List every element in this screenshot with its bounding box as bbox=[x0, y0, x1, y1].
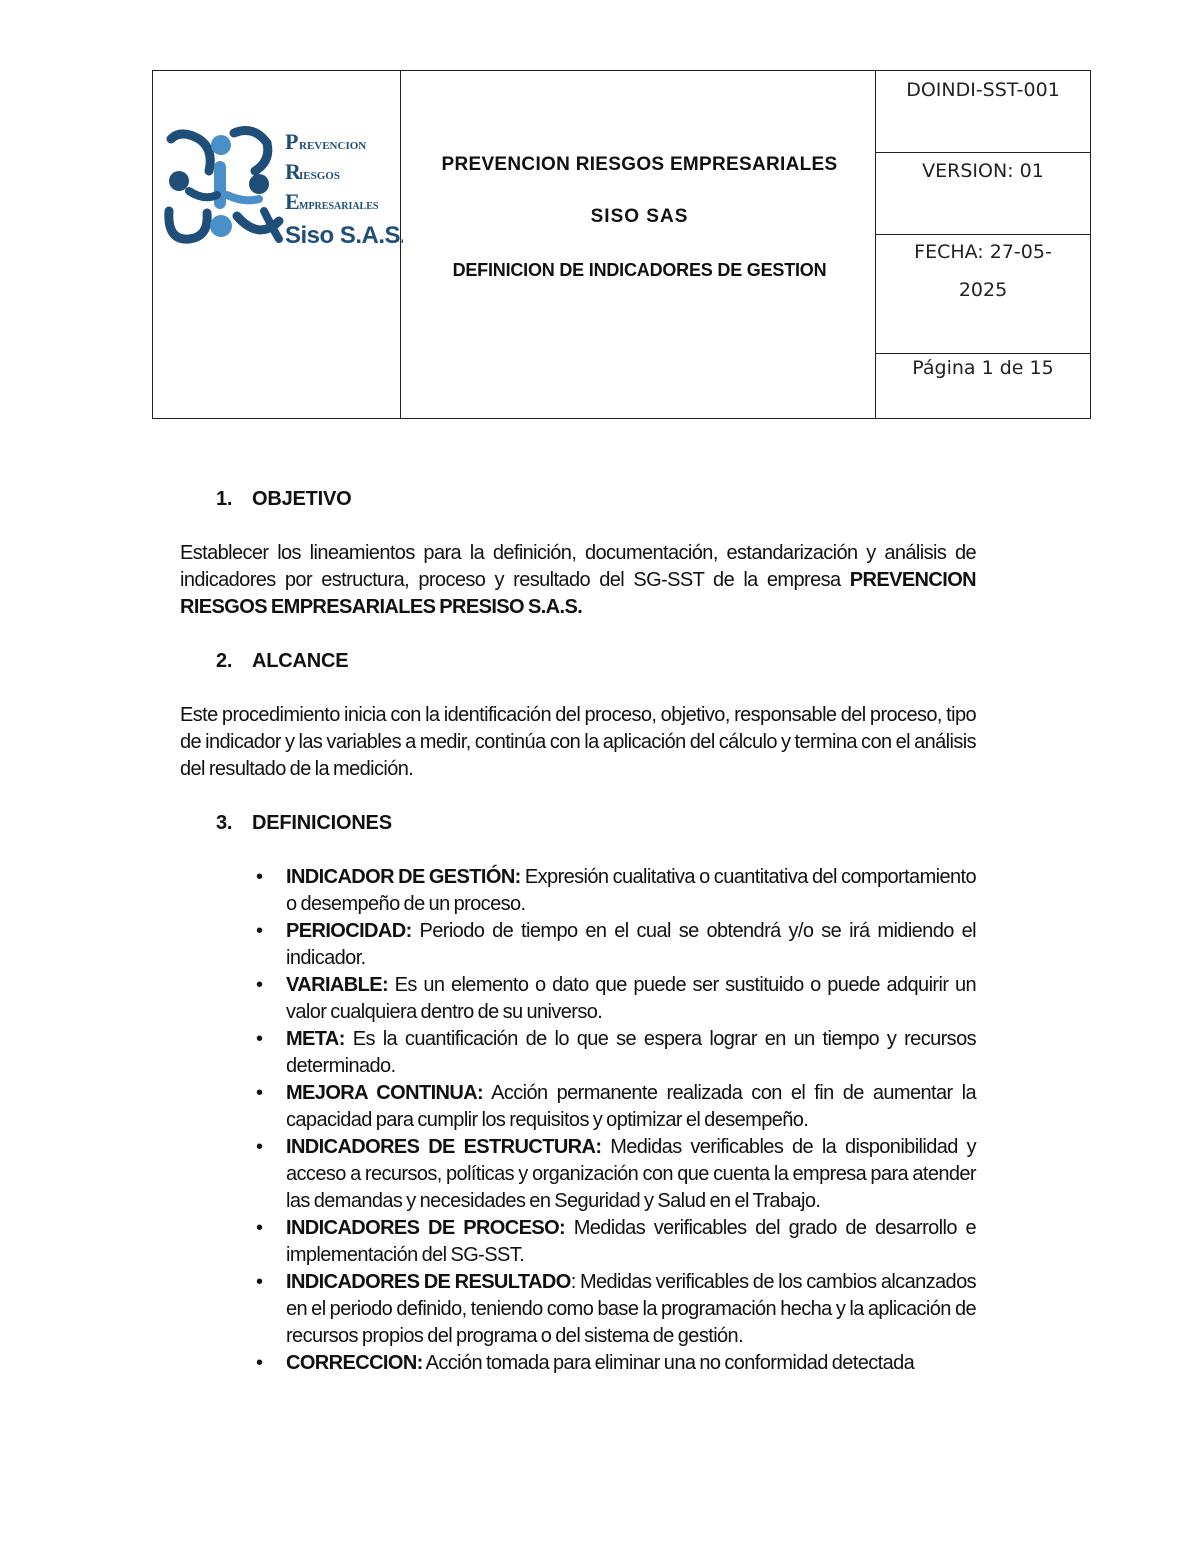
list-item bbox=[286, 864, 976, 918]
definition-term: VARIABLE: bbox=[286, 974, 389, 996]
header-table bbox=[152, 70, 1091, 419]
page-number: Página 1 de 15 bbox=[912, 357, 1054, 379]
definition-text: Medidas verificables del grado de desarrollo e implementación del SG-SST. bbox=[286, 1217, 976, 1266]
definition-text: : Medidas verificables de los cambios alcanzados en el periodo definido, teniendo como base la programación hecha y la aplicación de recursos propios del programa o del sistema de gestión. bbox=[286, 1271, 976, 1347]
objetivo-paragraph bbox=[180, 540, 976, 621]
list-item bbox=[286, 1215, 976, 1269]
definition-text: Expresión cualitativa o cuantitativa del comportamiento o desempeño de un proceso. bbox=[286, 866, 977, 915]
section-number: 2. bbox=[216, 650, 233, 672]
section-title: DEFINICIONES bbox=[252, 812, 392, 834]
company-logo bbox=[159, 121, 403, 251]
definition-text: Es un elemento o dato que puede ser sustituido o puede adquirir un valor cualquiera dentro de su universo. bbox=[286, 974, 976, 1023]
alcance-paragraph: Este procedimiento inicia con la identificación del proceso, objetivo, responsable del proceso, tipo de indicador y las variables a medir, continúa con la aplicación del cálculo y termina con el análisis del resultado de la medición. bbox=[180, 704, 976, 780]
header-title-line3: DEFINICION DE INDICADORES DE GESTION bbox=[452, 260, 827, 280]
document-date-line2: 2025 bbox=[958, 279, 1008, 301]
document-version: VERSION: 01 bbox=[922, 160, 1044, 182]
list-item bbox=[286, 1080, 976, 1134]
list-item bbox=[286, 918, 976, 972]
section-title: OBJETIVO bbox=[252, 488, 352, 510]
section-heading-alcance bbox=[216, 648, 976, 675]
section-heading-objetivo bbox=[216, 486, 976, 513]
definition-text: Acción permanente realizada con el fin de aumentar la capacidad para cumplir los requisitos y optimizar el desempeño. bbox=[286, 1082, 976, 1131]
header-title-line2: SISO SAS bbox=[590, 206, 689, 227]
definition-term: INDICADORES DE RESULTADO bbox=[286, 1271, 571, 1293]
list-item bbox=[286, 972, 976, 1026]
section-heading-definiciones bbox=[216, 810, 976, 837]
header-title-line1: PREVENCION RIESGOS EMPRESARIALES bbox=[441, 154, 838, 175]
svg-text:E: E bbox=[285, 189, 300, 214]
document-date-line1: FECHA: 27-05- bbox=[914, 241, 1052, 263]
svg-text:Siso S.A.S.: Siso S.A.S. bbox=[285, 222, 403, 249]
svg-text:MPRESARIALES: MPRESARIALES bbox=[299, 201, 379, 212]
list-item bbox=[286, 1269, 976, 1350]
list-item bbox=[286, 1026, 976, 1080]
definition-term: INDICADORES DE ESTRUCTURA: bbox=[286, 1136, 602, 1158]
list-item bbox=[286, 1350, 976, 1377]
definition-term: PERIOCIDAD: bbox=[286, 920, 412, 942]
logo-letter-p: P bbox=[285, 129, 299, 154]
section-title: ALCANCE bbox=[252, 650, 349, 672]
definition-text: Medidas verificables de la disponibilidad y acceso a recursos, políticas y organización con que cuenta la empresa para atender las demandas y necesidades en Seguridad y Salud en el Trabajo. bbox=[286, 1136, 976, 1212]
objetivo-text: Establecer los lineamientos para la definición, documentación, estandarización y análisis de indicadores por estructura, proceso y resultado del SG-SST de la empresa bbox=[180, 542, 976, 591]
svg-text:R: R bbox=[285, 159, 301, 184]
document-body bbox=[180, 486, 976, 1377]
svg-text:REVENCION: REVENCION bbox=[299, 140, 367, 152]
definition-term: INDICADORES DE PROCESO: bbox=[286, 1217, 566, 1239]
company-name: PREVENCION RIESGOS EMPRESARIALES PRESISO S.A.S. bbox=[180, 569, 976, 618]
definition-text: Periodo de tiempo en el cual se obtendrá y/o se irá midiendo el indicador. bbox=[286, 920, 976, 969]
section-number: 1. bbox=[216, 488, 233, 510]
definition-term: MEJORA CONTINUA: bbox=[286, 1082, 484, 1104]
definition-text: Acción tomada para eliminar una no conformidad detectada bbox=[422, 1352, 915, 1374]
document-code: DOINDI-SST-001 bbox=[906, 79, 1060, 101]
definition-term: META: bbox=[286, 1028, 345, 1050]
definition-text: Es la cuantificación de lo que se espera lograr en un tiempo y recursos determinado. bbox=[286, 1028, 976, 1077]
svg-text:IESGOS: IESGOS bbox=[299, 170, 340, 182]
definition-term: INDICADOR DE GESTIÓN: bbox=[286, 866, 521, 888]
header-title-block bbox=[403, 71, 876, 418]
list-item bbox=[286, 1134, 976, 1215]
definition-term: CORRECCION: bbox=[286, 1352, 423, 1374]
section-number: 3. bbox=[216, 812, 233, 834]
definitions-list bbox=[180, 864, 976, 1377]
